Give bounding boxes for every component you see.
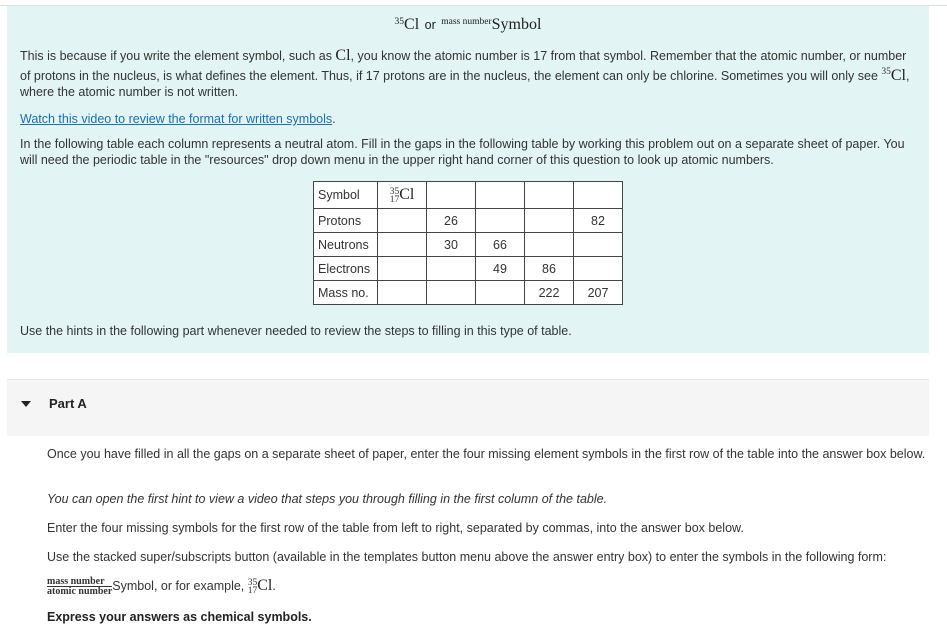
table-cell — [525, 233, 574, 257]
form-example-line — [47, 577, 927, 596]
table-cell — [427, 281, 476, 305]
video-link-period: . — [332, 112, 336, 126]
table-row-neutrons — [314, 233, 623, 257]
formula-generic-sup: mass number — [441, 16, 492, 27]
intro-text-1: This is because if you write the element symbol, such as — [20, 49, 336, 63]
symbol-element: Cl — [399, 186, 415, 203]
part-a-instruction-2: Enter the four missing symbols for the first row of the table from left to right, separated by commas, into the answer box below. — [47, 521, 744, 535]
example-element: Cl — [257, 576, 273, 594]
table-row-mass — [314, 281, 623, 305]
isotope-notation-formula — [7, 16, 929, 34]
formula-element: Cl — [404, 16, 420, 33]
atoms-table — [313, 181, 623, 305]
row-label: Protons — [314, 209, 378, 233]
hints-note: Use the hints in the following part whenever needed to review the steps to filling in this type of table. — [20, 324, 572, 338]
table-row-protons — [314, 209, 623, 233]
table-cell — [427, 257, 476, 281]
mass-over-atomic-stack — [47, 577, 112, 596]
intro-symbol-cl-2: Cl — [890, 67, 906, 84]
video-link-line — [20, 111, 920, 127]
table-instructions: In the following table each column represents a neutral atom. Fill in the gaps in the following table by working this problem out on a separate sheet of paper. You will need the periodic table in the "resources" drop down menu in the upper right hand corner of this question to look up atomic numbers. — [20, 137, 905, 167]
symbol-mass: 35 — [389, 186, 400, 197]
example-stacked-numbers — [248, 579, 258, 595]
table-cell — [574, 233, 623, 257]
row-label: Mass no. — [314, 281, 378, 305]
table-cell — [476, 182, 525, 209]
table-cell — [427, 182, 476, 209]
table-cell — [574, 257, 623, 281]
form-symbol-text: Symbol, or for example, — [112, 578, 248, 593]
example-atomic: 17 — [247, 585, 258, 596]
table-cell — [476, 281, 525, 305]
table-cell: 82 — [574, 209, 623, 233]
table-cell — [525, 182, 574, 209]
row-label: Electrons — [314, 257, 378, 281]
video-link[interactable]: Watch this video to review the format for written symbols — [20, 112, 333, 126]
part-a-instruction-1: Once you have filled in all the gaps on a separate sheet of paper, enter the four missing element symbols in the first row of the table into the answer box below. — [47, 447, 926, 461]
table-cell — [378, 233, 427, 257]
part-a-header[interactable] — [7, 379, 929, 436]
table-cell — [574, 182, 623, 209]
intro-text-3: , where the atomic number is not written. — [20, 69, 910, 99]
table-cell — [476, 209, 525, 233]
table-cell: 66 — [476, 233, 525, 257]
formula-generic-symbol: Symbol — [491, 16, 542, 33]
row-label: Neutrons — [314, 233, 378, 257]
example-mass: 35 — [247, 577, 258, 588]
table-cell — [378, 209, 427, 233]
table-cell — [378, 281, 427, 305]
table-cell: 222 — [525, 281, 574, 305]
collapse-caret-icon[interactable] — [21, 401, 31, 407]
table-cell: 30 — [427, 233, 476, 257]
table-cell: 26 — [427, 209, 476, 233]
table-cell-symbol-cl — [378, 182, 427, 209]
intro-symbol-cl: Cl — [335, 47, 351, 64]
express-instruction: Express your answers as chemical symbols. — [47, 610, 312, 624]
row-label: Symbol — [314, 182, 378, 209]
part-a-hint-note: You can open the first hint to view a video that steps you through filling in the first column of the table. — [47, 492, 608, 506]
example-period: . — [272, 578, 276, 593]
form-top: mass number — [47, 577, 112, 587]
table-cell: 49 — [476, 257, 525, 281]
form-bottom: atomic number — [47, 586, 113, 597]
intro-panel — [7, 6, 929, 353]
formula-mass-sup: 35 — [394, 16, 405, 27]
table-cell: 207 — [574, 281, 623, 305]
intro-text-2: , you know the atomic number is 17 from that symbol. Remember that the atomic number, or number of protons in the nucleus, is what defines the element. Thus, if 17 protons are in the nucleus, the element can only be chlorine. Sometimes you will only see — [20, 49, 907, 83]
symbol-atomic: 17 — [389, 194, 400, 205]
intro-mass-sup: 35 — [881, 67, 891, 77]
part-a-title: Part A — [49, 396, 87, 411]
table-row-electrons — [314, 257, 623, 281]
table-cell — [378, 257, 427, 281]
table-row-symbol — [314, 182, 623, 209]
formula-or: or — [424, 18, 436, 32]
table-cell: 86 — [525, 257, 574, 281]
stacked-numbers — [390, 188, 400, 204]
table-cell — [525, 209, 574, 233]
part-a-instruction-3: Use the stacked super/subscripts button (available in the templates button menu above the answer entry box) to enter the symbols in the following form: — [47, 550, 887, 564]
intro-paragraph — [20, 48, 920, 100]
